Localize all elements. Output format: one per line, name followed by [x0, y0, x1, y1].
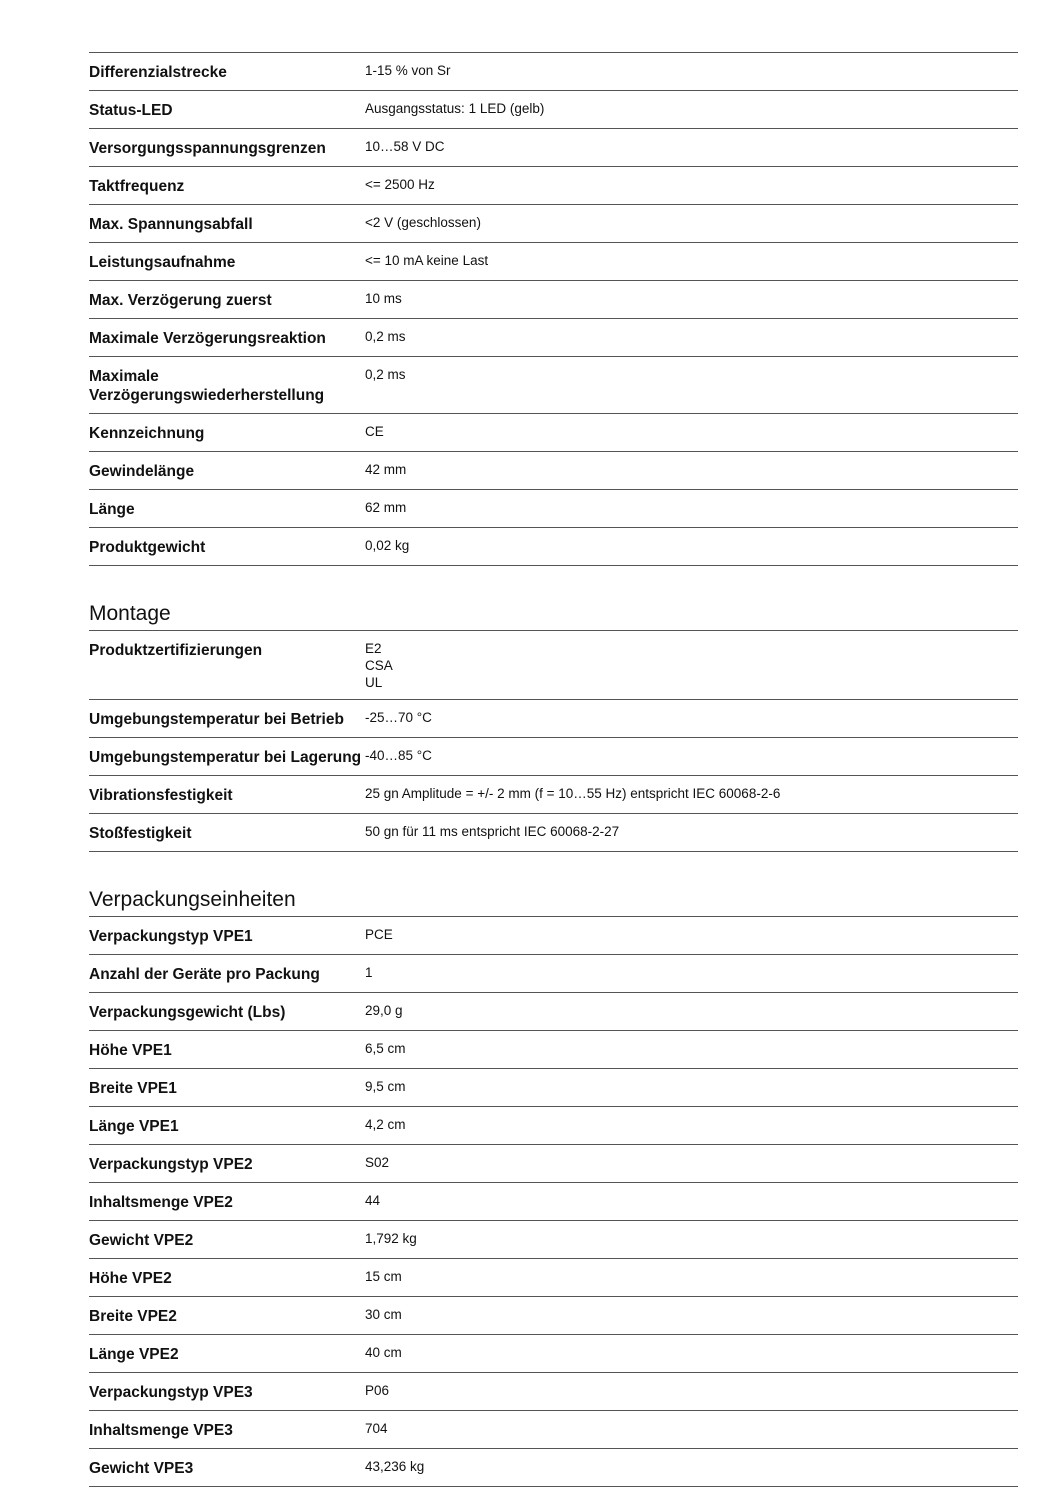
spec-label: Differenzialstrecke [89, 64, 227, 81]
spec-value [365, 1306, 1018, 1326]
spec-table [89, 52, 1018, 566]
spec-label: Gewindelänge [89, 463, 195, 480]
spec-value-line: 42 mm [365, 462, 407, 477]
spec-label: Versorgungsspannungsgrenzen [89, 140, 326, 157]
spec-value-line: 1 [365, 965, 373, 980]
spec-row [89, 1221, 1018, 1259]
spec-value-line: 10…58 V DC [365, 139, 445, 154]
spec-value [365, 640, 1018, 691]
spec-label: Gewicht VPE3 [89, 1460, 194, 1477]
spec-value-line: 43,236 kg [365, 1459, 425, 1474]
spec-value-line: 30 cm [365, 1307, 402, 1322]
spec-value [365, 1002, 1018, 1022]
spec-value [365, 176, 1018, 196]
spec-value-line: 6,5 cm [365, 1041, 406, 1056]
spec-value-line: <= 2500 Hz [365, 177, 435, 192]
spec-value [365, 1420, 1018, 1440]
spec-row [89, 814, 1018, 852]
spec-value-line: -25…70 °C [365, 710, 432, 725]
spec-value [365, 290, 1018, 310]
spec-row [89, 1145, 1018, 1183]
spec-table [89, 630, 1018, 852]
spec-value [365, 926, 1018, 946]
spec-row [89, 243, 1018, 281]
spec-label: Taktfrequenz [89, 178, 185, 195]
spec-row [89, 528, 1018, 566]
section-title: Montage [89, 602, 171, 625]
spec-value [365, 823, 1018, 843]
spec-value-line: Ausgangsstatus: 1 LED (gelb) [365, 101, 545, 116]
section-title: Verpackungseinheiten [89, 888, 296, 911]
spec-value [365, 1040, 1018, 1060]
spec-row [89, 319, 1018, 357]
spec-sections [89, 52, 1018, 1487]
spec-value [365, 366, 1018, 405]
spec-value [365, 785, 1018, 805]
spec-label: Maximale Verzögerungswiederherstellung [89, 368, 325, 404]
spec-row [89, 1297, 1018, 1335]
spec-section [89, 594, 1018, 852]
spec-label: Kennzeichnung [89, 425, 205, 442]
spec-value [365, 252, 1018, 272]
spec-value [365, 1192, 1018, 1212]
spec-value [365, 1116, 1018, 1136]
spec-label: Maximale Verzögerungsreaktion [89, 330, 326, 347]
spec-label: Gewicht VPE2 [89, 1232, 194, 1249]
spec-label: Verpackungsgewicht (Lbs) [89, 1004, 286, 1021]
spec-row [89, 955, 1018, 993]
spec-label: Vibrationsfestigkeit [89, 787, 233, 804]
spec-table [89, 916, 1018, 1487]
spec-value-line: 9,5 cm [365, 1079, 406, 1094]
spec-label: Höhe VPE1 [89, 1042, 172, 1059]
spec-value-line: CSA [365, 658, 393, 673]
spec-row [89, 53, 1018, 91]
spec-row [89, 631, 1018, 700]
spec-value-line: 40 cm [365, 1345, 402, 1360]
spec-value-line: 4,2 cm [365, 1117, 406, 1132]
spec-value-line: P06 [365, 1383, 390, 1398]
spec-row [89, 91, 1018, 129]
spec-value [365, 100, 1018, 120]
spec-row [89, 357, 1018, 414]
spec-value-line: CE [365, 424, 384, 439]
spec-value [365, 1344, 1018, 1364]
spec-row [89, 776, 1018, 814]
spec-value-line: 1-15 % von Sr [365, 63, 451, 78]
spec-value-line: UL [365, 675, 383, 690]
spec-value-line: 1,792 kg [365, 1231, 417, 1246]
spec-row [89, 1069, 1018, 1107]
spec-value-line: S02 [365, 1155, 390, 1170]
spec-value-line: <= 10 mA keine Last [365, 253, 489, 268]
spec-row [89, 1373, 1018, 1411]
spec-row [89, 917, 1018, 955]
spec-value [365, 1230, 1018, 1250]
spec-row [89, 993, 1018, 1031]
spec-value [365, 461, 1018, 481]
spec-label: Verpackungstyp VPE2 [89, 1156, 253, 1173]
spec-value-line: 0,02 kg [365, 538, 410, 553]
spec-value-line: 44 [365, 1193, 381, 1208]
spec-value [365, 328, 1018, 348]
spec-row [89, 1031, 1018, 1069]
spec-value [365, 423, 1018, 443]
spec-label: Verpackungstyp VPE1 [89, 928, 253, 945]
spec-value [365, 1458, 1018, 1478]
spec-value-line: <2 V (geschlossen) [365, 215, 481, 230]
spec-row [89, 205, 1018, 243]
spec-section [89, 52, 1018, 566]
spec-label: Max. Verzögerung zuerst [89, 292, 272, 309]
spec-value [365, 964, 1018, 984]
spec-label: Breite VPE1 [89, 1080, 177, 1097]
spec-value [365, 1382, 1018, 1402]
spec-label: Breite VPE2 [89, 1308, 177, 1325]
spec-row [89, 1335, 1018, 1373]
spec-row [89, 452, 1018, 490]
spec-label: Umgebungstemperatur bei Betrieb [89, 711, 344, 728]
spec-row [89, 414, 1018, 452]
spec-label: Stoßfestigkeit [89, 825, 192, 842]
spec-label: Inhaltsmenge VPE3 [89, 1422, 233, 1439]
spec-label: Produktzertifizierungen [89, 642, 263, 659]
spec-sheet [89, 52, 1018, 1487]
spec-value [365, 138, 1018, 158]
spec-row [89, 1449, 1018, 1487]
spec-value-line: 29,0 g [365, 1003, 403, 1018]
spec-row [89, 281, 1018, 319]
spec-label: Leistungsaufnahme [89, 254, 236, 271]
spec-label: Verpackungstyp VPE3 [89, 1384, 253, 1401]
spec-label: Status-LED [89, 102, 173, 119]
spec-value-line: -40…85 °C [365, 748, 432, 763]
spec-value-line: 25 gn Amplitude = +/- 2 mm (f = 10…55 Hz) entspricht IEC 60068-2-6 [365, 786, 781, 801]
spec-label: Max. Spannungsabfall [89, 216, 253, 233]
spec-value-line: 50 gn für 11 ms entspricht IEC 60068-2-27 [365, 824, 620, 839]
spec-value [365, 709, 1018, 729]
spec-value [365, 1268, 1018, 1288]
spec-row [89, 167, 1018, 205]
spec-label: Höhe VPE2 [89, 1270, 172, 1287]
spec-value-line: E2 [365, 641, 382, 656]
spec-label: Länge VPE1 [89, 1118, 179, 1135]
spec-label: Länge [89, 501, 135, 518]
spec-value [365, 537, 1018, 557]
spec-row [89, 1411, 1018, 1449]
spec-value-line: 704 [365, 1421, 388, 1436]
spec-row [89, 738, 1018, 776]
spec-value-line: 15 cm [365, 1269, 402, 1284]
spec-section [89, 880, 1018, 1487]
spec-row [89, 700, 1018, 738]
spec-value [365, 62, 1018, 82]
spec-value [365, 747, 1018, 767]
spec-row [89, 1107, 1018, 1145]
spec-value-line: 62 mm [365, 500, 407, 515]
spec-value-line: PCE [365, 927, 393, 942]
spec-value [365, 1078, 1018, 1098]
spec-value [365, 1154, 1018, 1174]
spec-label: Produktgewicht [89, 539, 206, 556]
spec-label: Länge VPE2 [89, 1346, 179, 1363]
spec-value [365, 499, 1018, 519]
spec-label: Umgebungstemperatur bei Lagerung [89, 749, 362, 766]
spec-row [89, 1259, 1018, 1297]
spec-value-line: 0,2 ms [365, 367, 406, 382]
spec-value-line: 10 ms [365, 291, 402, 306]
spec-row [89, 1183, 1018, 1221]
spec-label: Inhaltsmenge VPE2 [89, 1194, 233, 1211]
spec-row [89, 129, 1018, 167]
spec-value-line: 0,2 ms [365, 329, 406, 344]
spec-row [89, 490, 1018, 528]
spec-label: Anzahl der Geräte pro Packung [89, 966, 320, 983]
spec-value [365, 214, 1018, 234]
